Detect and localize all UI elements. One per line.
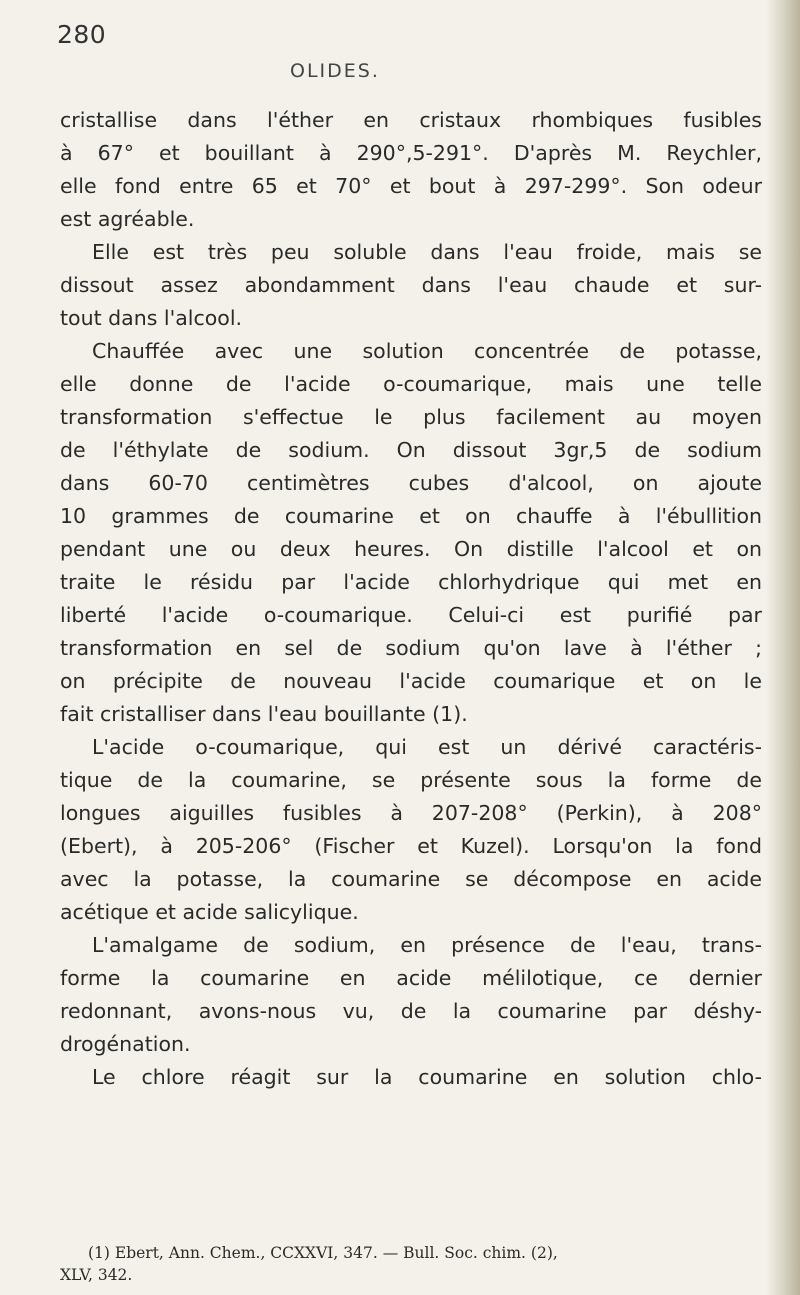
page-edge-shadow [766, 0, 800, 1295]
text-line: acétique et acide salicylique. [60, 900, 359, 924]
text-line: dissout assez abondamment dans l'eau chaude et sur- [60, 273, 762, 297]
text-line: fait cristalliser dans l'eau bouillante (1). [60, 702, 468, 726]
text-line: liberté l'acide o-coumarique. Celui-ci est purifié par [60, 603, 762, 627]
text-line: L'amalgame de sodium, en présence de l'eau, trans- [92, 933, 762, 957]
text-line: traite le résidu par l'acide chlorhydrique qui met en [60, 570, 762, 594]
text-line: transformation s'effectue le plus facilement au moyen [60, 405, 762, 429]
footnote-line: (1) Ebert, Ann. Chem., CCXXVI, 347. — Bull. Soc. chim. (2), [88, 1244, 558, 1262]
page-number: 280 [57, 20, 107, 49]
text-line: dans 60-70 centimètres cubes d'alcool, on ajoute [60, 471, 762, 495]
text-line: cristallise dans l'éther en cristaux rhombiques fusibles [60, 108, 762, 132]
text-line: de l'éthylate de sodium. On dissout 3gr,5 de sodium [60, 438, 762, 462]
text-line: (Ebert), à 205-206° (Fischer et Kuzel). Lorsqu'on la fond [60, 834, 762, 858]
text-line: pendant une ou deux heures. On distille l'alcool et on [60, 537, 762, 561]
text-line: elle fond entre 65 et 70° et bout à 297-299°. Son odeur [60, 174, 762, 198]
text-line: L'acide o-coumarique, qui est un dérivé caractéris- [92, 735, 762, 759]
footnotes [60, 1242, 762, 1286]
text-line: tique de la coumarine, se présente sous la forme de [60, 768, 762, 792]
text-line: Chauffée avec une solution concentrée de potasse, [92, 339, 762, 363]
text-line: longues aiguilles fusibles à 207-208° (Perkin), à 208° [60, 801, 762, 825]
text-line: est agréable. [60, 207, 195, 231]
text-line: tout dans l'alcool. [60, 306, 243, 330]
text-line: avec la potasse, la coumarine se décompose en acide [60, 867, 762, 891]
text-line: Elle est très peu soluble dans l'eau froide, mais se [92, 240, 762, 264]
text-line: forme la coumarine en acide mélilotique, ce dernier [60, 966, 762, 990]
text-line: drogénation. [60, 1032, 191, 1056]
text-line: redonnant, avons-nous vu, de la coumarine par déshy- [60, 999, 762, 1023]
text-line: Le chlore réagit sur la coumarine en solution chlo- [92, 1065, 762, 1089]
text-line: on précipite de nouveau l'acide coumarique et on le [60, 669, 762, 693]
body-text [60, 104, 762, 1094]
page-header [57, 15, 777, 82]
running-title: OLIDES. [290, 60, 380, 82]
text-line: 10 grammes de coumarine et on chauffe à l'ébullition [60, 504, 762, 528]
text-line: elle donne de l'acide o-coumarique, mais une telle [60, 372, 762, 396]
text-line: à 67° et bouillant à 290°,5-291°. D'après M. Reychler, [60, 141, 762, 165]
text-line: transformation en sel de sodium qu'on lave à l'éther ; [60, 636, 762, 660]
footnote-line: XLV, 342. [60, 1266, 133, 1284]
